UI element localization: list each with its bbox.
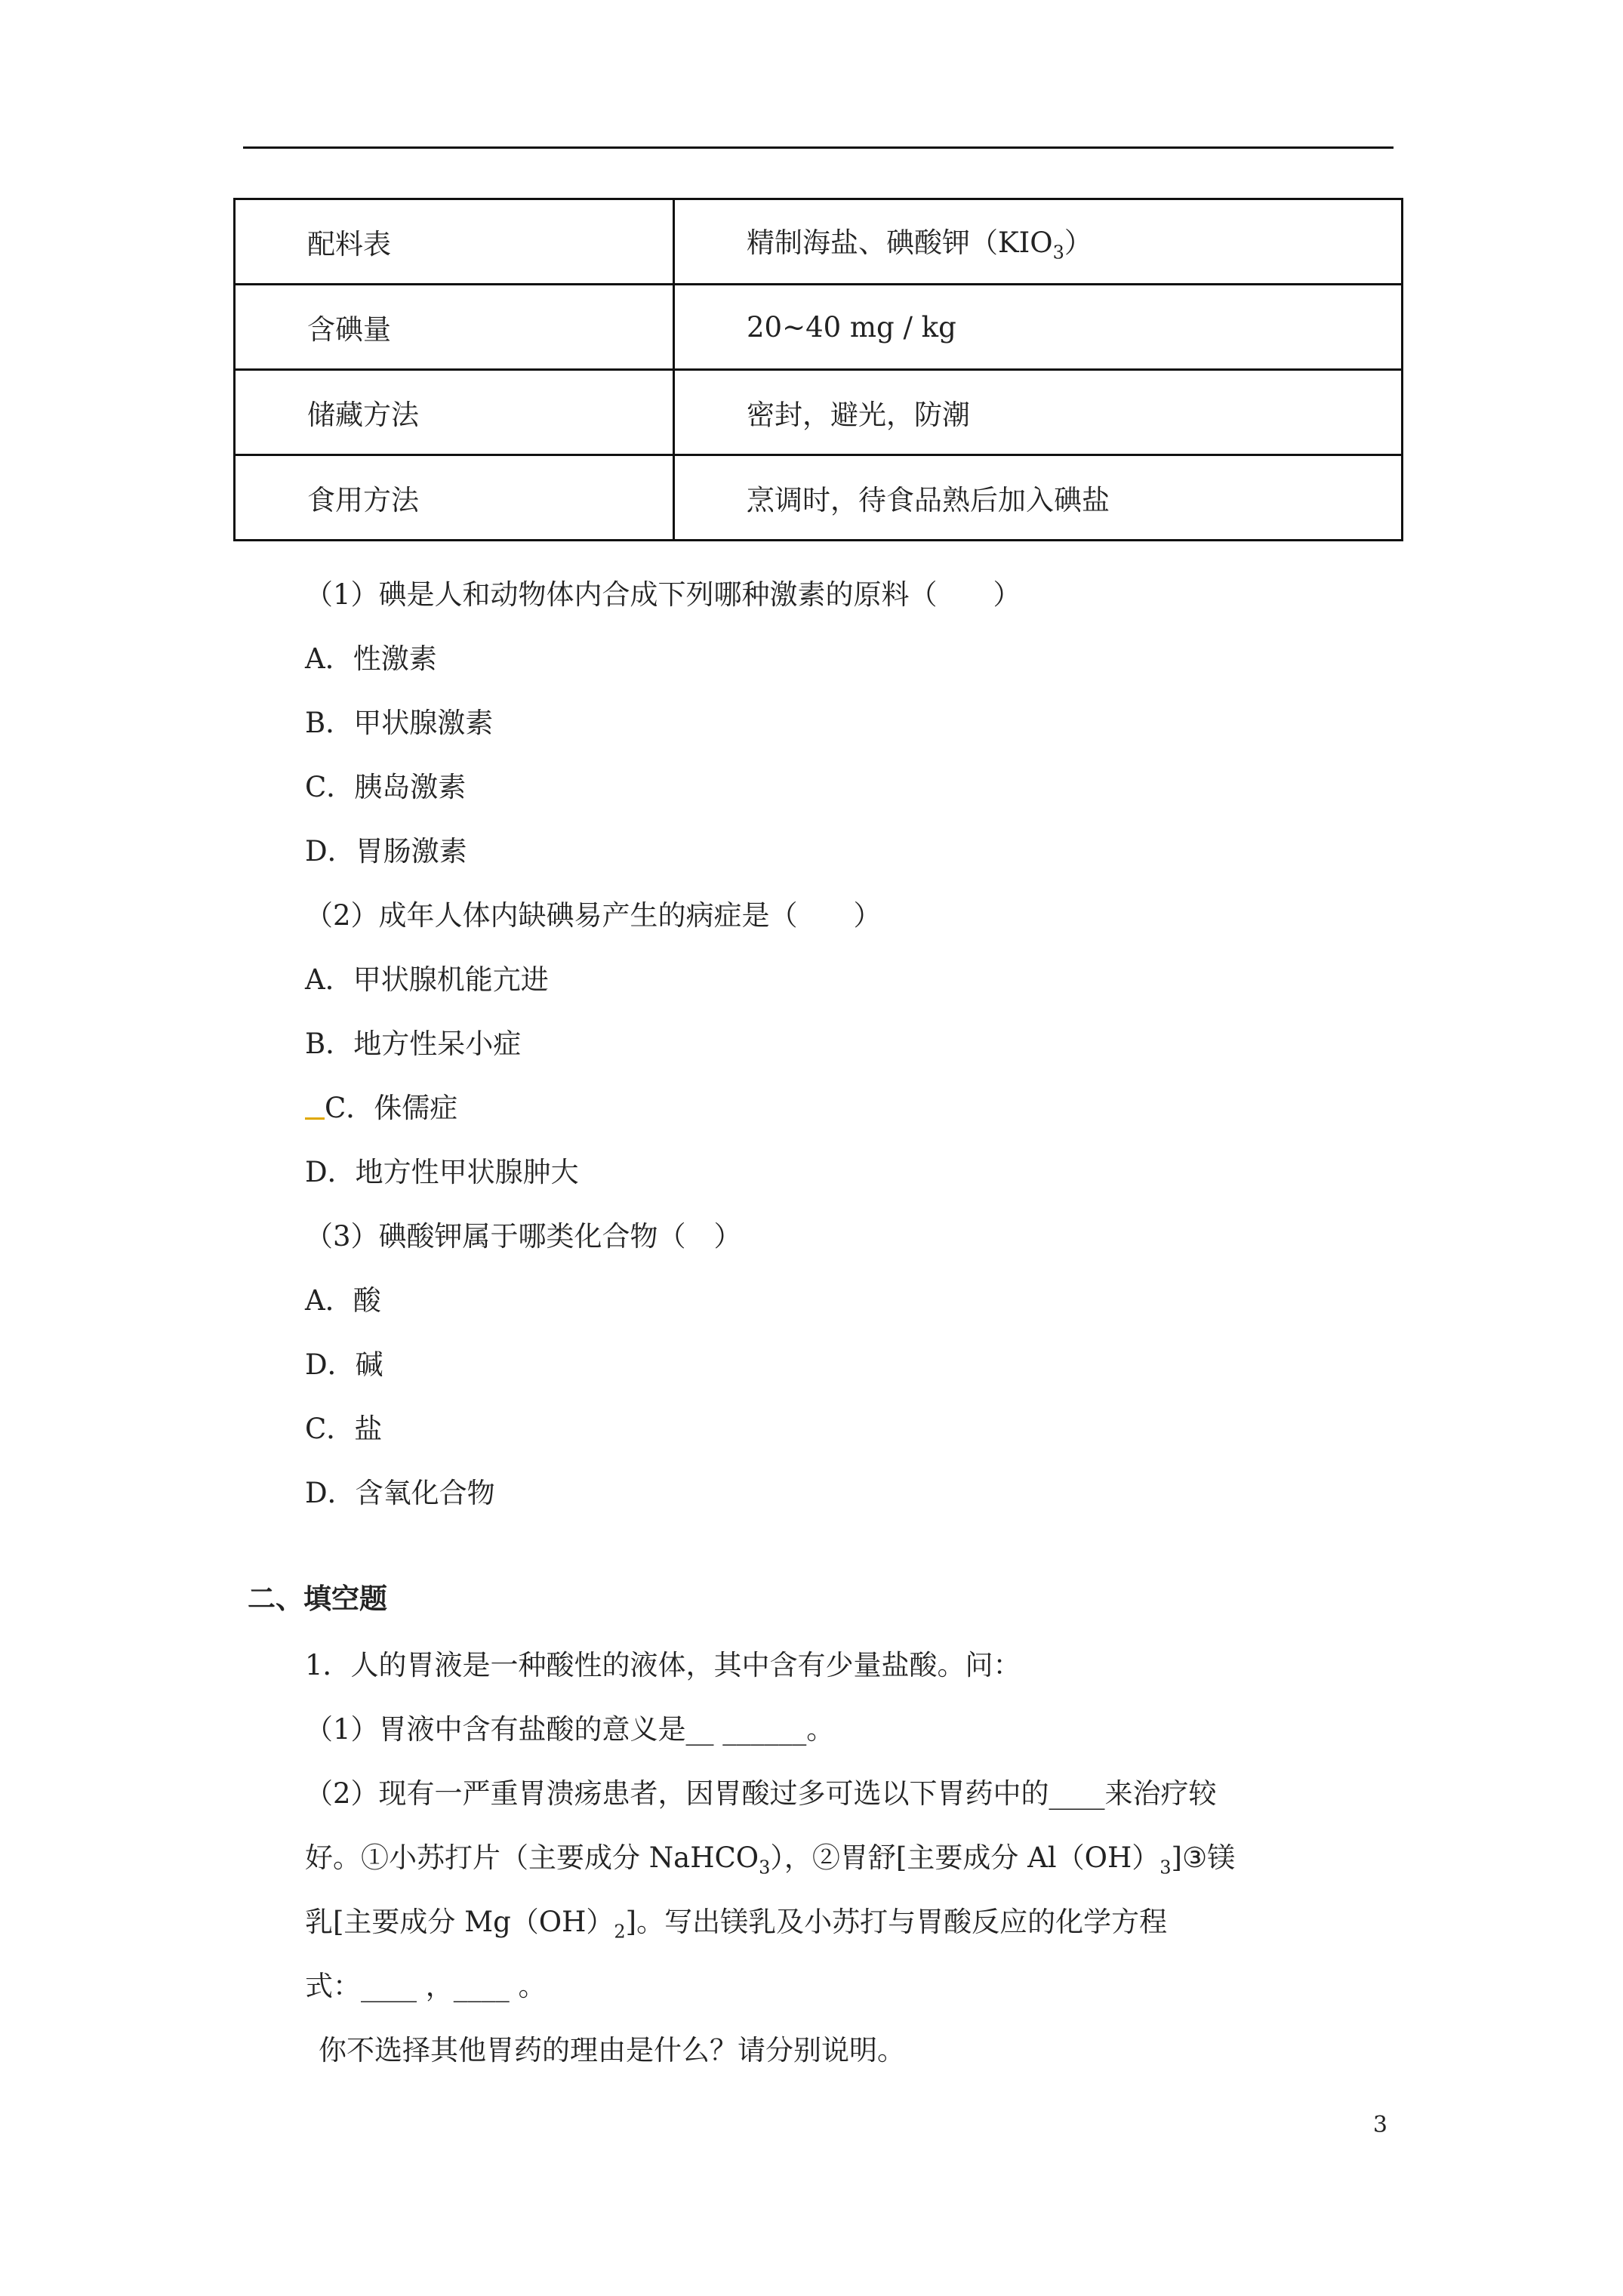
table-row xyxy=(235,455,1403,541)
q1-option-c: C．胰岛激素 xyxy=(305,771,467,803)
row-value: 密封，避光，防潮 xyxy=(674,370,1403,455)
section-heading: 二、填空题 xyxy=(248,1582,387,1615)
question-intro: 1．人的胃液是一种酸性的液体，其中含有少量盐酸。问： xyxy=(305,1649,1021,1681)
header-rule xyxy=(243,146,1394,149)
q3-option-d: D．含氧化合物 xyxy=(305,1477,495,1509)
row-value: 烹调时，待食品熟后加入碘盐 xyxy=(674,455,1403,541)
q1-stem: （1）碘是人和动物体内合成下列哪种激素的原料（ ） xyxy=(305,578,1021,611)
row-label: 储藏方法 xyxy=(235,370,674,455)
row-label: 食用方法 xyxy=(235,455,674,541)
edit-mark xyxy=(305,1117,325,1120)
q2-option-b: B．地方性呆小症 xyxy=(305,1028,522,1060)
q1-option-d: D．胃肠激素 xyxy=(305,835,467,868)
sub-question-2-line-4: 式：____ ，____ 。 xyxy=(305,1970,547,2002)
q1-option-a: A．性激素 xyxy=(305,643,437,675)
q3-option-a: A．酸 xyxy=(305,1284,381,1317)
table-row xyxy=(235,370,1403,455)
q2-option-d: D．地方性甲状腺肿大 xyxy=(305,1156,579,1188)
table-row xyxy=(235,285,1403,370)
sub-question-1: （1）胃液中含有盐酸的意义是__ ______。 xyxy=(305,1713,835,1746)
q2-stem: （2）成年人体内缺碘易产生的病症是（ ） xyxy=(305,899,882,932)
q3-option-b: D．碱 xyxy=(305,1348,383,1381)
sub-question-2-line-2: 好。①小苏打片（主要成分 NaHCO$_3$），②胃舒[主要成分 $Al(OH)_3]③$镁 xyxy=(305,1841,1236,1878)
row-value: 精制海盐、碘酸钾$(KIO_3)$ xyxy=(674,199,1403,285)
page-number: 3 xyxy=(1372,2112,1387,2138)
q2-option-c: C．侏儒症 xyxy=(325,1092,458,1124)
row-value: 20~40 mg / kg xyxy=(674,285,1403,370)
salt-info-table xyxy=(233,198,1403,541)
row-label: 含碘量 xyxy=(235,285,674,370)
q3-stem: （3）碘酸钾属于哪类化合物（ ） xyxy=(305,1220,742,1253)
sub-question-2-line-1: （2）现有一严重胃溃疡患者，因胃酸过多可选以下胃药中的____来治疗较 xyxy=(305,1777,1217,1810)
table-row xyxy=(235,199,1403,285)
sub-question-2-line-5: 你不选择其他胃药的理由是什么？请分别说明。 xyxy=(319,2034,905,2066)
row-label: 配料表 xyxy=(235,199,674,285)
sub-question-2-line-3: 乳[主要成分 $Mg(OH)_2$]。写出镁乳及小苏打与胃酸反应的化学方程 xyxy=(305,1906,1168,1943)
q1-option-b: B．甲状腺激素 xyxy=(305,707,494,739)
q2-option-a: A．甲状腺机能亢进 xyxy=(305,963,549,996)
q3-option-c: C．盐 xyxy=(305,1413,383,1445)
